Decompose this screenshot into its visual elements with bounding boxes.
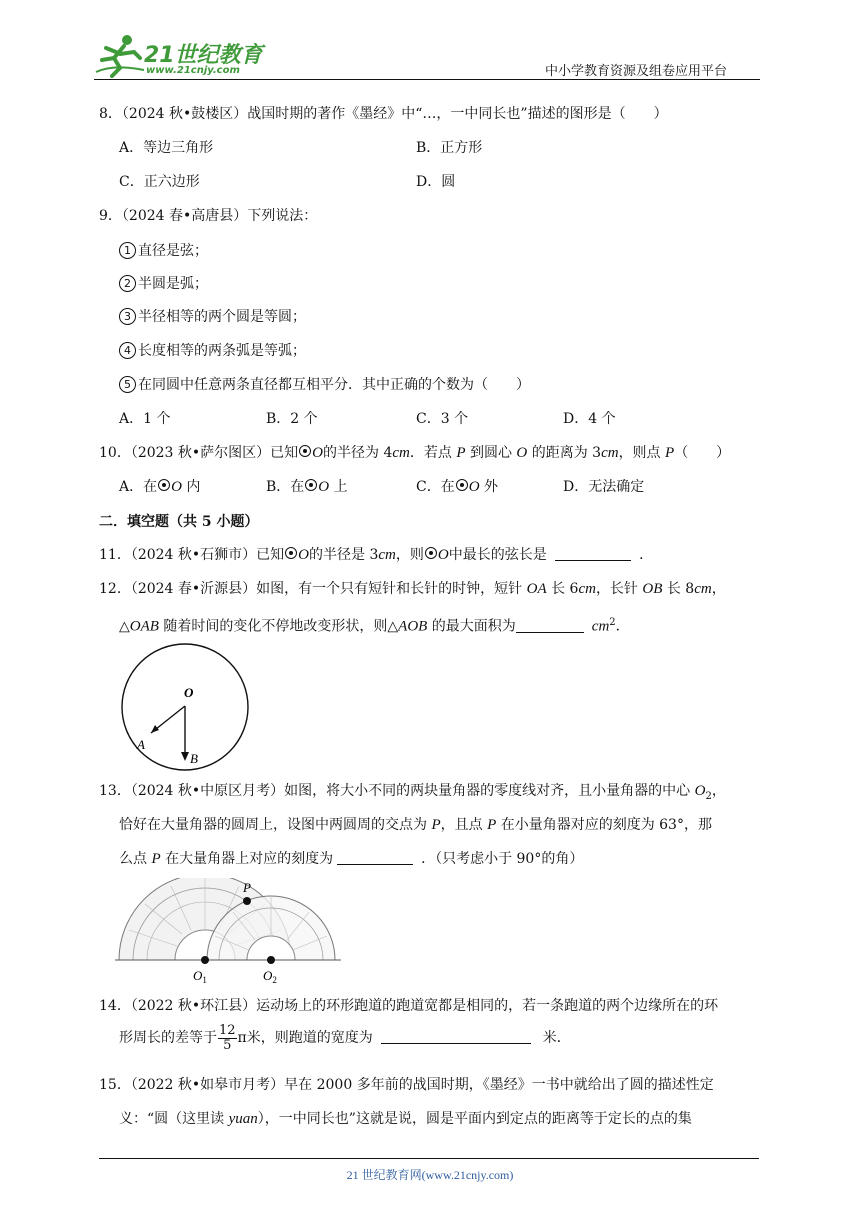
q9-statement-2 [119, 274, 208, 294]
text: 长 8 [662, 581, 695, 597]
q10-option-b [266, 477, 348, 497]
text: 形周长的差等于 [119, 1030, 217, 1046]
statement-text: 直径是弦； [138, 243, 208, 259]
header-divider [94, 79, 760, 80]
math-var: O [171, 479, 182, 495]
q9-option-d: D．4 个 [563, 411, 616, 427]
question-number: 13． [99, 783, 131, 799]
question-12-line-2 [119, 613, 630, 637]
runner-logo-icon [94, 34, 148, 78]
q9-statement-3 [119, 307, 306, 327]
question-number: 15． [99, 1077, 131, 1093]
question-15 [99, 1075, 714, 1095]
question-number: 10． [99, 445, 131, 461]
statement-text: 半圆是弧； [138, 276, 208, 292]
question-number: 8． [99, 106, 122, 122]
numerator: 12 [219, 1022, 236, 1038]
text: 义：“圆（这里读 [119, 1111, 229, 1127]
text: 的最大面积为 [427, 618, 516, 635]
math-var: O [312, 445, 324, 461]
question-number: 12． [99, 581, 131, 597]
protractor-figure [115, 878, 355, 988]
math-unit: cm [694, 581, 712, 597]
math-var: P [456, 445, 466, 461]
math-var: O [298, 547, 310, 563]
text: △ [119, 618, 130, 635]
platform-name: 中小学教育资源及组卷应用平台 [545, 64, 728, 79]
math-var: OA [526, 581, 547, 597]
circle-dot-symbol [305, 479, 317, 491]
q10-option-c [416, 477, 498, 497]
statement-text: 在同圆中任意两条直径都互相平分．其中正确的个数为（ ） [138, 377, 530, 393]
footer-text: 21 世纪教育网(www.21cnjy.com) [346, 1168, 514, 1182]
text: ，则点 [618, 445, 666, 461]
text: （2024 秋•中原区月考）如图，将大小不同的两块量角器的零度线对齐，且小量角器的中心 [130, 783, 695, 799]
circle-dot-symbol [158, 479, 170, 491]
text: 在小量角器对应的刻度为 63°，那 [496, 817, 712, 833]
math-var: AOB [398, 618, 428, 635]
math-var: OAB [129, 618, 159, 635]
text: ，则 [395, 547, 424, 563]
circled-number: 4 [119, 342, 136, 359]
question-14 [99, 996, 718, 1016]
question-13-line-3 [119, 849, 583, 869]
math-var: O [468, 479, 480, 495]
site-logo [94, 34, 274, 80]
math-var: OB [642, 581, 663, 597]
question-text: （2024 春•高唐县）下列说法： [121, 208, 318, 224]
q9-option-a: A．1 个 [119, 411, 171, 427]
logo-url-text: www.21cnjy.com [146, 65, 240, 76]
math-var: P [431, 817, 441, 833]
math-var: P [665, 445, 675, 461]
text: B．在 [266, 479, 305, 495]
math-var: O [437, 547, 449, 563]
circle-dot-symbol [299, 445, 311, 457]
text: ，长针 [595, 581, 643, 597]
q10-option-a [119, 477, 200, 497]
question-number: 9． [99, 208, 122, 224]
q8-option-b: B．正方形 [416, 140, 483, 156]
q9-statement-5 [119, 375, 530, 395]
text: 的半径是 3 [309, 547, 379, 563]
text: 长 6 [546, 581, 579, 597]
text: ． [615, 618, 630, 635]
text: （2022 秋•环江县）运动场上的环形跑道的跑道宽都是相同的，若一条跑道的两个边缘所在的环 [130, 998, 719, 1014]
answer-blank[interactable] [555, 546, 631, 561]
math-unit: cm [392, 445, 410, 461]
arrowhead-b [181, 752, 189, 761]
text: ， [711, 581, 726, 597]
statement-text: 长度相等的两条弧是等弧； [138, 343, 306, 359]
label-b: B [190, 751, 198, 766]
q8-option-d: D．圆 [416, 174, 456, 190]
text: （2024 秋•石狮市）已知 [130, 547, 285, 563]
math-unit: cm [578, 581, 596, 597]
q8-option-a: A．等边三角形 [119, 140, 214, 156]
statement-text: 半径相等的两个圆是等圆； [138, 309, 306, 325]
fraction [218, 1024, 237, 1053]
q8-option-c: C．正六边形 [119, 174, 200, 190]
q9-option-c: C．3 个 [416, 411, 469, 427]
text: 到圆心 [465, 445, 517, 461]
text: 在大量角器上对应的刻度为 [160, 851, 334, 867]
answer-blank[interactable] [381, 1029, 531, 1044]
text: 内 [181, 479, 201, 495]
text: ，且点 [440, 817, 488, 833]
subscript: 2 [705, 790, 712, 802]
text: ， [711, 783, 726, 799]
answer-blank[interactable] [337, 850, 413, 865]
section-heading: 二．填空题（共 5 小题） [99, 514, 259, 530]
answer-blank[interactable] [516, 618, 584, 633]
text: （2022 秋•如皋市月考）早在 2000 多年前的战国时期，《墨经》一书中就给出了圆的描述性定 [130, 1077, 714, 1093]
text: C．在 [416, 479, 455, 495]
text: ），一中同长也”这就是说，圆是平面内到定点的距离等于定长的点的集 [257, 1111, 692, 1127]
q9-option-b: B．2 个 [266, 411, 318, 427]
text: ．若点 [409, 445, 457, 461]
question-12 [99, 579, 726, 599]
circle-dot-symbol [425, 547, 437, 559]
q9-statement-1 [119, 241, 208, 261]
circled-number: 1 [119, 242, 136, 259]
text: 上 [329, 479, 348, 495]
label-o: O [184, 685, 194, 700]
math-unit: cm [378, 547, 396, 563]
math-unit: cm [591, 618, 610, 635]
text: 中最长的弦长是 [448, 547, 547, 563]
label-p: P [243, 880, 251, 895]
denominator: 5 [223, 1037, 232, 1053]
point-p [243, 897, 251, 905]
question-9 [99, 206, 317, 226]
question-10 [99, 443, 730, 463]
clock-figure [115, 637, 255, 777]
text: 么点 [119, 851, 152, 867]
q9-statement-4 [119, 341, 306, 361]
circle-dot-symbol [456, 479, 468, 491]
text: 米． [542, 1030, 571, 1046]
question-14-line-2 [119, 1022, 571, 1054]
label-o1: $O_1$ [193, 968, 207, 985]
text: ．（只考虑小于 90°的角） [421, 851, 584, 867]
text: 外 [479, 479, 499, 495]
question-8 [99, 104, 668, 124]
point-o1 [201, 956, 209, 964]
text: 的距离为 3 [527, 445, 602, 461]
text: （ ） [674, 445, 731, 461]
label-o2: $O_2$ [263, 968, 277, 985]
question-15-line-2 [119, 1109, 692, 1129]
superscript: 2 [609, 617, 616, 628]
math-var: yuan [228, 1111, 258, 1127]
question-13-line-2 [119, 815, 712, 835]
math-unit: cm [601, 445, 619, 461]
text: （2023 秋•萨尔图区）已知 [130, 445, 299, 461]
circled-number: 2 [119, 275, 136, 292]
text: 恰好在大量角器的圆周上，设图中两圆周的交点为 [119, 817, 432, 833]
text: π米，则跑道的宽度为 [237, 1030, 373, 1046]
question-text: （2024 秋•鼓楼区）战国时期的著作《墨经》中“…，一中同长也”描述的图形是（ ） [121, 106, 668, 122]
text: A．在 [119, 479, 158, 495]
math-var: O [318, 479, 330, 495]
question-number: 14． [99, 998, 131, 1014]
circled-number: 5 [119, 376, 136, 393]
math-var: P [151, 851, 161, 867]
text: 的半径为 4 [323, 445, 393, 461]
question-13 [99, 781, 726, 807]
label-a: A [137, 737, 145, 752]
point-o2 [267, 956, 275, 964]
math-var: O [516, 445, 528, 461]
q10-option-d: D．无法确定 [563, 479, 645, 495]
circled-number: 3 [119, 308, 136, 325]
math-var: P [487, 817, 497, 833]
text: ． [639, 547, 654, 563]
arrowhead-a [151, 725, 159, 733]
footer-divider [99, 1158, 759, 1159]
question-11 [99, 545, 653, 565]
circle-dot-symbol [285, 547, 297, 559]
logo-main-text: 21世纪教育 [144, 43, 263, 68]
text: （2024 春•沂源县）如图，有一个只有短针和长针的时钟，短针 [130, 581, 527, 597]
text: 随着时间的变化不停地改变形状，则△ [158, 618, 399, 635]
math-var: O [694, 783, 706, 799]
question-number: 11． [99, 547, 131, 563]
